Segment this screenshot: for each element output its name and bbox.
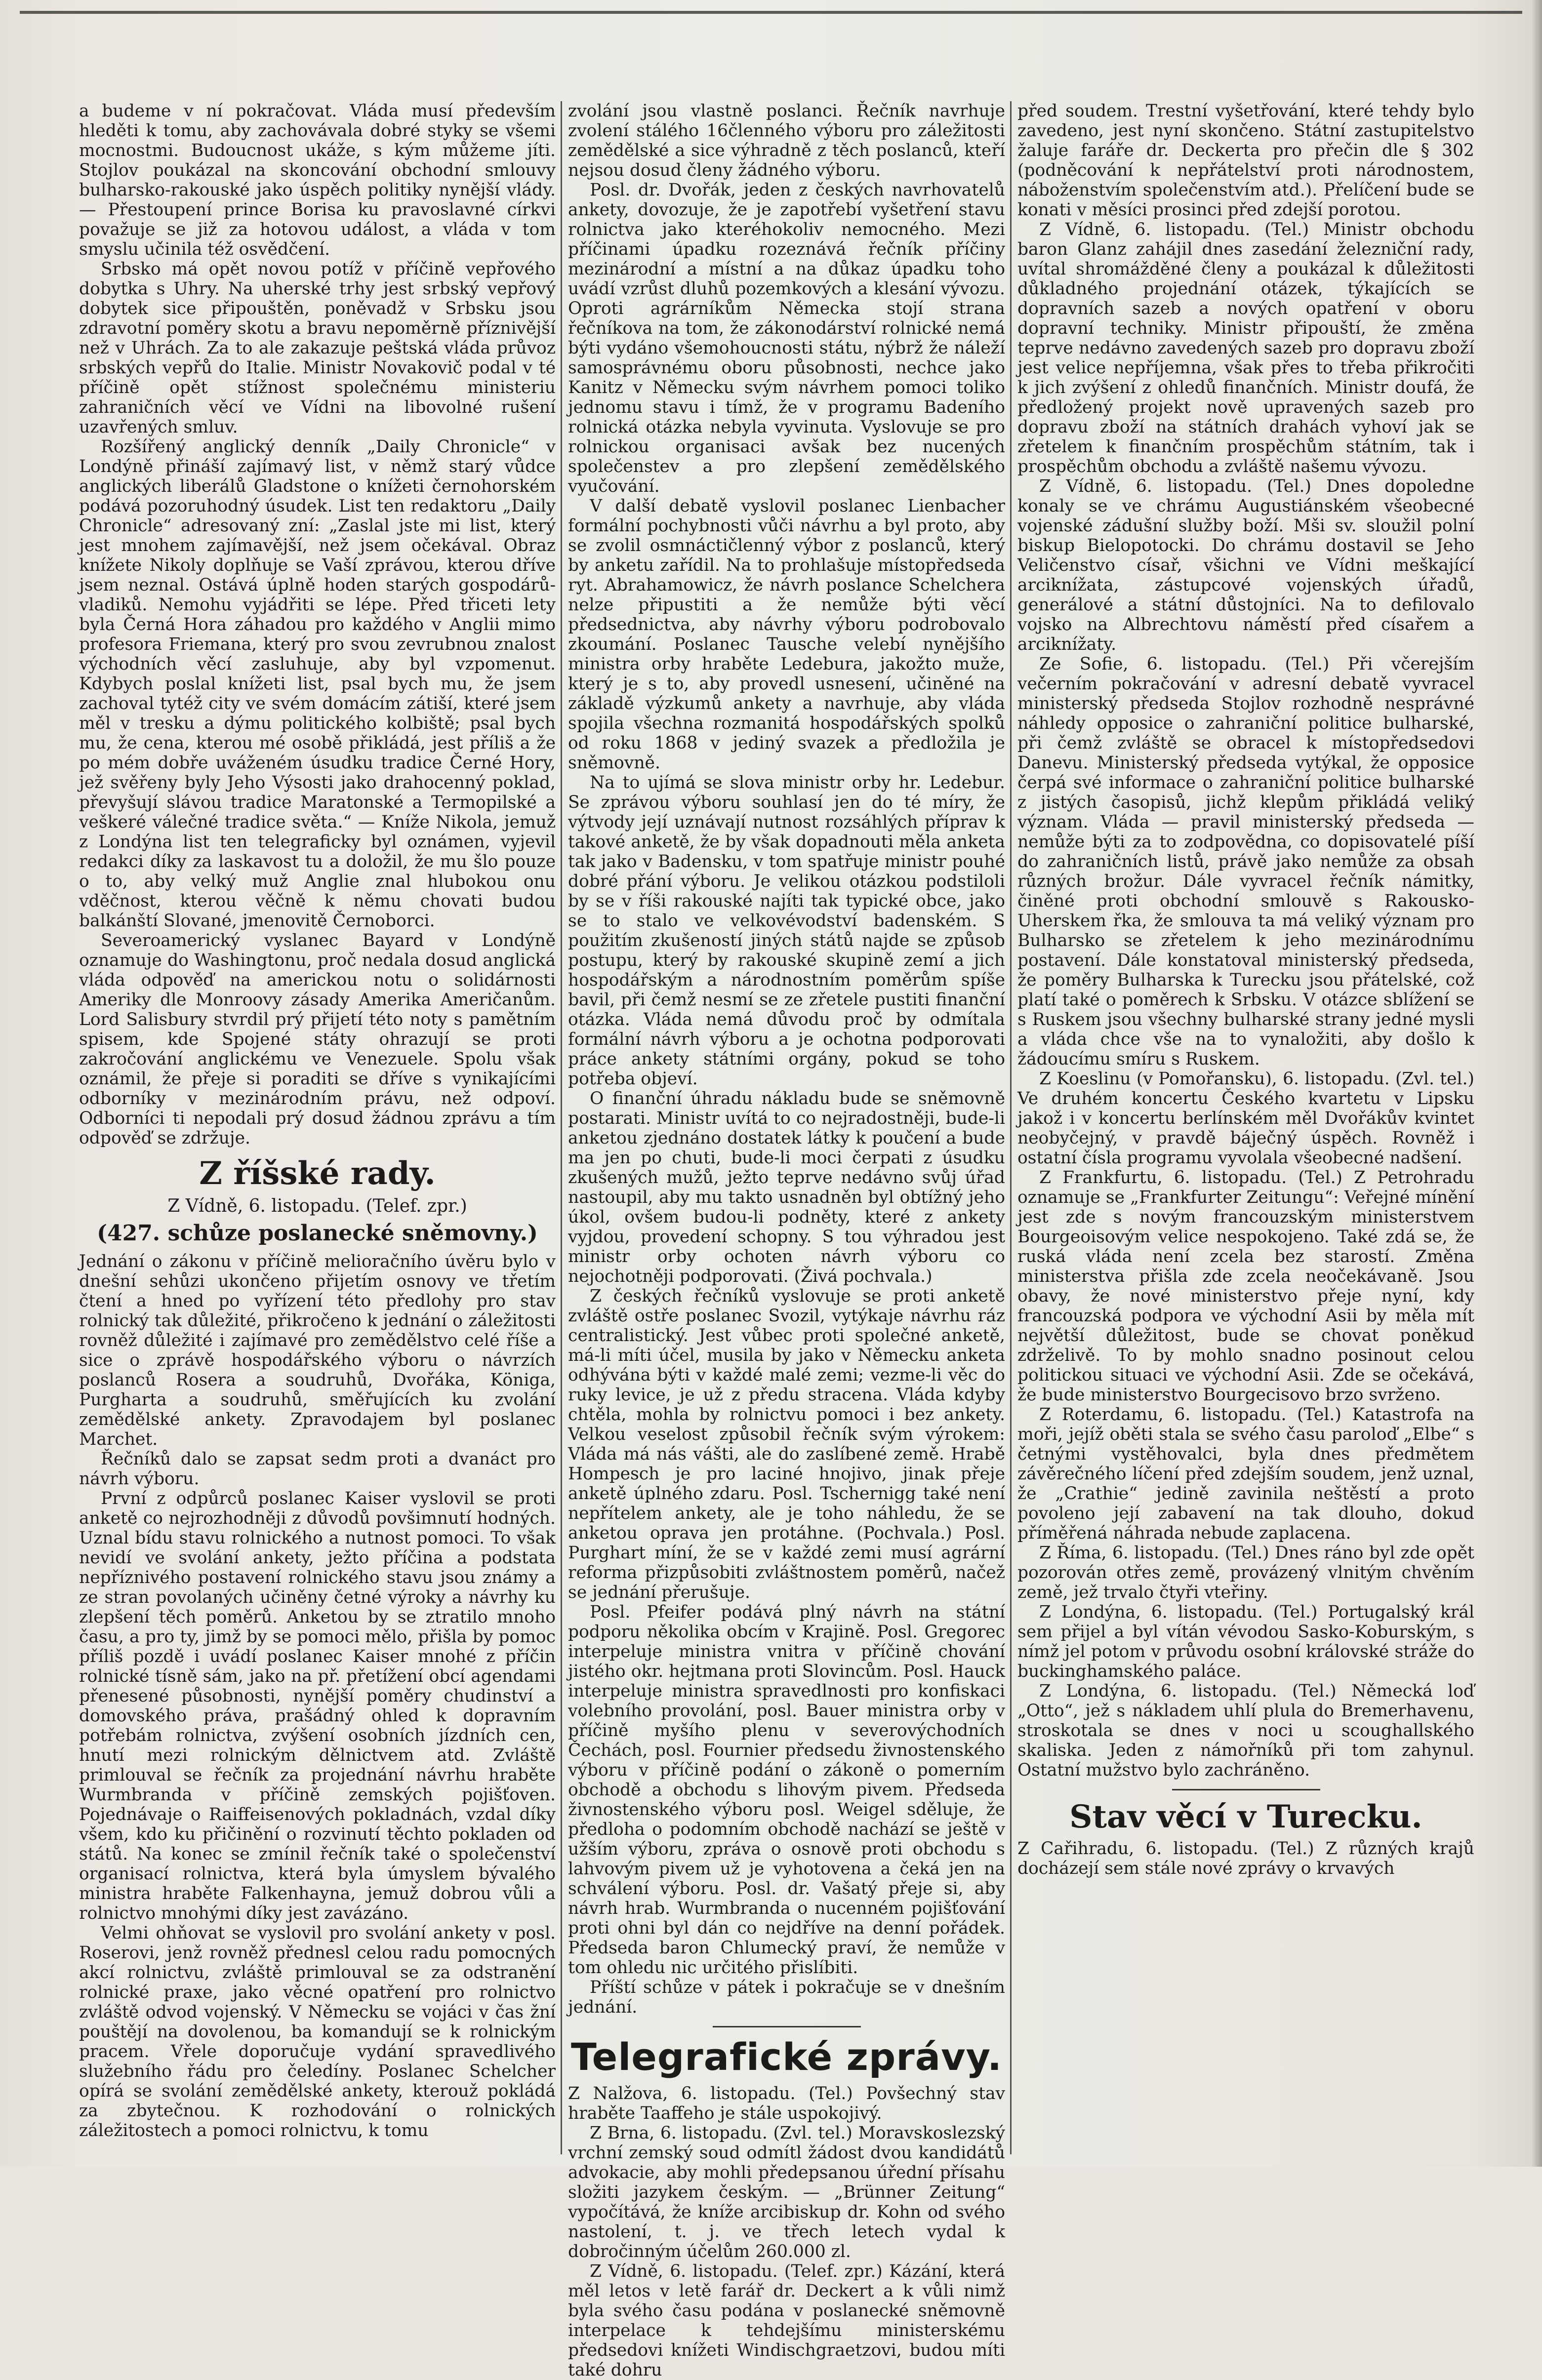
article-paragraph: Severoamerický vyslanec Bayard v Londýně oznamuje do Washingtonu, proč nedala dosud anglická vláda odpověď na americkou notu o solidárnosti Ameriky dle Monroovy zásady Amerika Američanům. Lord Salisbury stvrdil prý přijetí této noty s pamětním spisem, kde Spojené státy ohrazují se proti zakročování anglickému ve Venezuele. Spolu však oznámil, že přeje si poraditi se dříve s vynikajícími odborníky v mezinárodním právu, než odpoví. Odborníci ti nepodali prý dosud žádnou zprávu a tím odpověď se zdržuje. [79,931,556,1148]
news-item: Z Roterdamu, 6. listopadu. (Tel.) Katastrofa na moři, jejíž oběti stala se svého času paroloď „Elbe“ s četnými vystěhovalci, byla dnes předmětem závěrečného líčení před zdejším soudem, jenž uznal, že „Crathie“ jedině zavinila neštěstí a proto povoleno její zabavení na tak dlouho, dokud příměřená náhrada nebude zaplacena. [1017,1405,1474,1543]
article-paragraph: Jednání o zákonu v příčině melioračního úvěru bylo v dnešní sehůzi ukončeno přijetím osnovy ve třetím čtení a hned po vyřízení této předlohy pro stav rolnický tak důležité, přikročeno k jednání o záležitosti rovněž důležité i zajímavé pro zemědělstvo celé říše a sice o zprávě hospodářského výboru o návrzích poslanců Rosera a soudruhů, Dvořáka, Königa, Purgharta a soudruhů, směřujících ku zvolání zemědělské ankety. Zpravodajem byl poslanec Marchet. [79,1252,556,1449]
news-item: Z Vídně, 6. listopadu. (Tel.) Dnes dopoledne konaly se ve chrámu Augustiánském všeobecné vojenské zádušní služby boží. Mši sv. sloužil polní biskup Bielopotocki. Do chrámu dostavil se Jeho Veličenstvo císař, všichni ve Vídni meškající arciknížata, zástupcové vojenských úřadů, generálové a státní důstojníci. Na to defilovalo vojsko na Albrechtovu náměstí před císařem a arciknížaty. [1017,476,1474,654]
news-item: Z Londýna, 6. listopadu. (Tel.) Německá loď „Otto“, jež s nákladem uhlí plula do Bremerhavenu, stroskotala se dnes v noci u scoughallského skaliska. Jeden z námořníků při tom zahynul. Ostatní mužstvo bylo zachráněno. [1017,1681,1474,1780]
article-paragraph: zvolání jsou vlastně poslanci. Řečník navrhuje zvolení stálého 16členného výboru pro záležitosti zemědělské a sice výhradně z těch poslanců, kteří nejsou dosud členy žádného výboru. [568,101,1005,180]
section-divider [713,2026,861,2027]
dateline: Z Vídně, 6. listopadu. (Telef. zpr.) [167,1196,467,1216]
article-paragraph: Posl. Pfeifer podává plný návrh na státní podporu několika obcím v Krajině. Posl. Gregorec interpeluje ministra vnitra v příčině chování jistého okr. hejtmana proti Slovincům. Posl. Hauck interpeluje ministra spravedlnosti pro konfiskaci volebního provolání, posl. Bauer ministra orby v příčině myšího plenu v severovýchodních Čechách, posl. Fournier předsedu živnostenského výboru v příčině podání o zákoně o pomerním obchodě a obchodu s lihovým pivem. Předseda živnostenského výboru posl. Weigel sděluje, že předloha o podomním obchodě nachází se ještě v užším výboru, zpráva o osnově proti obchodu s lahvovým pivem už je vyhotovena a čeká jen na schválení výboru. Posl. dr. Vašatý přeje si, aby návrh hrab. Wurmbranda o nucenném pojišťování proti ohni byl dán co nejdříve na denní pořádek. Předseda baron Chlumecký praví, že nemůže v tom ohledu nic určitého přislíbiti. [568,1602,1005,1978]
news-item: před soudem. Trestní vyšetřování, které tehdy bylo zavedeno, jest nyní skončeno. Státní zastupitelstvo žaluje faráře dr. Deckerta pro přečin dle § 302 (podněcování k nepřátelství proti národnostem, náboženstvím společenstvím atd.). Přelíčení bude se konati v měsíci prosinci před zdejší porotou. [1017,101,1474,220]
section-heading-turecko: Stav věcí v Turecku. [1069,1798,1422,1835]
column-3 [1017,101,1474,2154]
article-paragraph: Řečníků dalo se zapsat sedm proti a dvanáct pro návrh výboru. [79,1449,556,1489]
section-heading-telegraficke: Telegrafické zprávy. [570,2035,1003,2079]
article-paragraph: První z odpůrců poslanec Kaiser vyslovil se proti anketě co nejrozhodněji z důvodů povšimnutí hodných. Uznal bídu stavu rolnického a nutnost pomoci. To však nevidí ve svolání ankety, ježto příčina a podstata nepříznivého postavení rolnického stavu jsou známy a ze stran povolaných učiněny četné výroky a návrhy ku zlepšení těch poměrů. Anketou by se ztratilo mnoho času, a pro ty, jimž by se pomoci mělo, přišla by pomoc příliš pozdě i uvádí poslanec Kaiser mnohé z příčin rolnické tísně sám, jako na př. přetížení obcí agendami přenesené působnosti, nynější poměry chudinství a domovského práva, prašádný ohled k dopravním potřebám rolnictva, zvýšení osobních jízdních cen, hnutí mezi rolnickým dělnictvem atd. Zvláště primlouval se řečník za projednání návrhu hraběte Wurmbranda v příčině zemských pojišťoven. Pojednávaje o Raiffeisenových pokladnách, vzdal díky všem, kdo ku přičinění o rozvinutí těchto pokladen od států. Na konec se zmínil řečník také o společenství organisací rolnictva, která byla úmyslem bývalého ministra hraběte Falkenhayna, jemuž dobrou vůli a rolnictvo mnohými díky jest zavázáno. [79,1489,556,1923]
column-1 [79,101,556,2154]
article-paragraph: Z českých řečníků vyslovuje se proti anketě zvláště ostře poslanec Svozil, vytýkaje návrhu ráz centralistický. Jest vůbec proti společné anketě, má-li míti účel, musila by jako v Německu anketa odhývána býti v každé malé zemi; vezme-li věc do ruky levice, je už z předu stracena. Vláda kdyby chtěla, mohla by rolnictvu pomoci i bez ankety. Velkou veselost způsobil řečník svým výrokem: Vláda má nás vášti, ale do zaslíbené země. Hrabě Hompesch je pro laciné hnojivo, jinak přeje anketě úplného zdaru. Posl. Tschernigg také není nepřítelem ankety, ale je toho náhledu, že se anketou oprava jen protáhne. (Pochvala.) Posl. Purghart míní, že se v každé zemi musí agrární reforma přizpůsobiti zvláštnostem poměrů, načež se jednání přerušuje. [568,1286,1005,1602]
article-paragraph: Rozšířený anglický denník „Daily Chronicle“ v Londýně přináší zajímavý list, v němž starý vůdce anglických liberálů Gladstone o knížeti černohorském podává pozoruhodný úsudek. List ten redaktoru „Daily Chronicle“ adresovaný zní: „Zaslal jste mi list, který jest mnohem zajímavější, než jsem očekával. Obraz knížete Nikoly doplňuje se Vaší zprávou, kterou dříve jsem neznal. Ostává úplně hoden starých gospodárů-vladiků. Nemohu vyjádřiti se lépe. Před třiceti lety byla Černá Hora záhadou pro každého v Anglii mimo profesora Friemana, který pro svou zevrubnou znalost východních věcí zasluhuje, aby byl vzpomenut. Kdybych poslal knížeti list, psal bych mu, že jsem zachoval tytéž city ve svém domácím zátiší, které jsem měl v tresku a dýmu politického kolbiště; psal bych mu, že cena, kterou mé osobě přikládá, jest příliš a že po mém dobře uváženém úsudku tradice Černé Hory, jež svěřeny byly Jeho Výsosti jako drahocenný poklad, převyšují slávou tradice Maratonské a Termopilské a veškeré válečné tradice světa.“ — Kníže Nikola, jemuž z Londýna list ten telegraficky byl oznámen, vyjevil redakci díky za laskavost tu a doložil, že mu šlo pouze o to, aby velký muž Anglie znal hlubokou onu vděčnost, kterou věčně k němu chovati budou balkánští Slované, jmenovitě Černoborci. [79,437,556,931]
top-border-rule [20,11,1522,14]
article-paragraph: a budeme v ní pokračovat. Vláda musí především hleděti k tomu, aby zachovávala dobré styky se všemi mocnostmi. Budoucnost ukáže, s kým můžeme jíti. Stojlov poukázal na skoncování obchodní smlouvy bulharsko-rakouské jako úspěch politiky nynější vlády. — Přestoupení prince Borisa ku pravoslavné církvi považuje se již za hotovou událost, a vláda v tom smyslu učinila též osvědčení. [79,101,556,259]
section-heading-riss: Z říšské rady. [199,1155,436,1192]
news-item: Z Frankfurtu, 6. listopadu. (Tel.) Z Petrohradu oznamuje se „Frankfurter Zeitungu“: Veřejné mínění jest zde s novým francouzským ministerstvem Bourgeoisovým velice nespokojeno. Také zdá se, že ruská vláda není zcela bez starostí. Změna ministerstva přišla zde zcela neočekávaně. Jsou obavy, že nové ministerstvo přeje nyní, kdy francouzská podpora ve východní Asii by měla mít největší důležitost, bude se chovat poněkud zdrželivě. To by mohlo snadno posinout celou politickou situaci ve východní Asii. Zde se očekává, že bude ministerstvo Bourgecisovo brzo svrženo. [1017,1168,1474,1405]
scan-shadow-edge [1531,0,1542,2167]
news-item: Z Cařihradu, 6. listopadu. (Tel.) Z různých krajů docházejí sem stále nové zprávy o krvavých [1017,1839,1474,1878]
session-subheading: (427. schůze poslanecké sněmovny.) [97,1221,538,1246]
article-paragraph: Posl. dr. Dvořák, jeden z českých navrhovatelů ankety, dovozuje, že je zapotřebí vyšetření stavu rolnictva jako kteréhokoliv nemocného. Mezi příčinami úpadku rozeznává řečník příčiny mezinárodní a místní a na důkaz úpadku toho uvádí vzrůst dluhů pozemkových a klesání vývozu. Oproti agrárníkům Německa stojí strana řečníkova na tom, že zákonodárství rolnické nemá býti vydáno všemohoucnosti státu, nýbrž že náleží samosprávnému oboru působnosti, nechce jako Kanitz v Německu svým návrhem pomoci toliko jednomu stavu i tímž, že v programu Badeního rolnická otázka nebyla vyvinuta. Vyslovuje se pro rolnickou organisaci avšak bez nucených společenstev a pro zlepšení zemědělského vyučování. [568,180,1005,496]
news-item: Z Vídně, 6. listopadu. (Telef. zpr.) Kázání, která měl letos v letě farář dr. Deckert a k vůli nimž byla svého času podána v poslanecké sněmovně interpelace k tehdejšímu ministerskému předsedovi knížeti Windischgraetzovi, budou míti také dohru [568,2261,1005,2380]
article-paragraph: V další debatě vyslovil poslanec Lienbacher formální pochybnosti vůči návrhu a byl proto, aby se zvolil osmnáctičlenný výbor z poslanců, který by anketu zařídil. Na to prohlašuje místopředseda ryt. Abrahamowicz, že návrh poslance Schelchera nelze připustiti a že nemůže býti věcí předsednictva, aby návrhy výboru podrobovalo zkoumání. Poslanec Tausche velebí nynějšího ministra orby hraběte Ledebura, jakožto muže, který je s to, aby provedl usnesení, učiněné na základě výzkumů ankety a navrhuje, aby vláda spojila všechna rozmanitá hospodářských spolků od roku 1868 v jediný svazek a předložila je sněmovně. [568,496,1005,773]
article-paragraph: Velmi ohňovat se vyslovil pro svolání ankety v posl. Roserovi, jenž rovněž přednesl celou radu pomocných akcí rolnictvu, zvláště primlouval se za odstranění rolnické praxe, jako věcné opatření pro rolnictvo zvláště odvod vojenský. V Německu se vojáci v čas žní pouštějí na dovolenou, ba komandují se k rolnickým pracem. Vřele doporučuje vydání spravedlivého služebního řádu pro čeledíny. Poslanec Schelcher opírá se svolání zemědělské ankety, kterouž pokládá za zbytečnou. K rozhodování o rolnických záležitostech a pomoci rolnictvu, k tomu [79,1923,556,2141]
news-item: Z Brna, 6. listopadu. (Zvl. tel.) Moravskoslezský vrchní zemský soud odmítl žádost dvou kandidátů advokacie, aby mohli předepsanou úřední přísahu složiti jazykem českým. — „Brünner Zeitung“ vypočítává, že kníže arcibiskup dr. Kohn od svého nastolení, t. j. ve třech letech vydal k dobročinným účelům 260.000 zl. [568,2123,1005,2261]
news-item: Z Koeslinu (v Pomořansku), 6. listopadu. (Zvl. tel.) Ve druhém koncertu Českého kvartetu v Lipsku jakož i v koncertu berlínském měl Dvořákův kvintet neobyčejný, v pravdě báječný úspěch. Rovněž i ostatní čísla programu vyvolala všeobecné nadšení. [1017,1069,1474,1168]
news-item: Ze Sofie, 6. listopadu. (Tel.) Při včerejším večerním pokračování v adresní debatě vyvracel ministerský předseda Stojlov rozhodně nesprávné náhledy opposice o zahraniční politice bulharské, při čemž zvláště se obracel k místopředsedovi Danevu. Ministerský předseda vytýkal, že opposice čerpá své informace o zahraniční politice bulharské z jistých časopisů, jichž klepům přikládá veliký význam. Vláda — pravil ministerský předseda — nemůže býti za to zodpovědna, co dopisovatelé píší do zahraničních listů, právě jako nemůže za obsah různých brožur. Dále vyvracel řečník námitky, činěné proti obchodní smlouvě s Rakousko-Uherskem řka, že smlouva ta má veliký význam pro Bulharsko se zřetelem k jeho mezinárodnímu postavení. Dále konstatoval ministerský předseda, že poměry Bulharska k Turecku jsou přátelské, což platí také o poměrech k Srbsku. V otázce sblížení se s Ruskem jsou všechny bulharské strany jedné mysli a vláda chce vše na to vynaložiti, aby došlo k žádoucímu smíru s Ruskem. [1017,654,1474,1069]
article-paragraph: Srbsko má opět novou potíž v příčině vepřového dobytka s Uhry. Na uherské trhy jest srbský vepřový dobytek sice připouštěn, poněvadž v Srbsku jsou zdravotní poměry skotu a bravu nepoměrně příznivější než v Uhrách. Za to ale zakazuje peštská vláda průvoz srbských vepřů do Italie. Ministr Novakovič podal v té příčině opět stížnost společnému ministeriu zahraničních věcí ve Vídni na libovolné rušení uzavřených smluv. [79,259,556,437]
article-paragraph: Na to ujímá se slova ministr orby hr. Ledebur. Se zprávou výboru souhlasí jen do té míry, že výtvody její uznávají nutnost rozsáhlých příprav k takové anketě, že by však dopadnouti měla anketa tak jako v Badensku, v tom spatřuje ministr pouhé dobré přání výboru. Je velikou otázkou podstiloli by se v říši rakouské najíti tak typické obce, jako se to stalo ve velkovévodství badenském. S použitím zkušeností jiných států najde se způsob postupu, který by rakouské skupině zemí a jich hospodářským a národnostním poměrům spíše bavil, při čemž nesmí se ze zřetele pustiti finanční otázka. Vláda nemá důvodu proč by odmítala formální návrh výboru a je ochotna podporovati práce ankety státními orgány, pokud se toho potřeba objeví. [568,773,1005,1089]
news-item: Z Vídně, 6. listopadu. (Tel.) Ministr obchodu baron Glanz zahájil dnes zasedání železniční rady, uvítal shromážděné členy a poukázal k důležitosti důkladného projednání otázek, týkajících se dopravních sazeb a nových opatření v oboru dopravní techniky. Ministr připouští, že změna teprve nedávno zavedených sazeb pro dopravu zboží jest velice nepříjemna, však přes to třeba přikročiti k jich zvýšení z ohledů finančních. Ministr doufá, že předložený projekt nově upravených sazeb pro dopravu zboží na státních drahách vyhoví jak se zřetelem k finančním prospěchům státním, tak i prospěchům obchodu a zvláště našemu vývozu. [1017,220,1474,476]
article-paragraph: O finanční úhradu nákladu bude se sněmovně postarati. Ministr uvítá to co nejradostněji, bude-li anketou zjednáno dostatek látky k poučení a bude ma jen po chuti, bude-li moci čerpati z úsudku zkušených mužů, ježto teprve nedávno svůj úřad nastoupil, aby mu takto usnadněn byl obtížný jeho úkol, ovšem budou-li podněty, které z ankety vyjdou, provedení schopny. S tou výhradou jest ministr orby ochoten návrh výboru co nejochotněji podporovati. (Živá pochvala.) [568,1089,1005,1286]
column-divider-2 [1010,101,1012,2154]
news-item: Z Říma, 6. listopadu. (Tel.) Dnes ráno byl zde opět pozorován otřes země, provázený vlnitým chvěním země, jež trvalo čtyři vteřiny. [1017,1543,1474,1602]
news-item: Z Nalžova, 6. listopadu. (Tel.) Povšechný stav hraběte Taaffeho je stále uspokojivý. [568,2084,1005,2123]
section-divider [1172,1789,1320,1790]
news-item: Z Londýna, 6. listopadu. (Tel.) Portugalský král sem přijel a byl vítán vévodou Sasko-Koburským, s nímž jel potom v průvodu osobní královské stráže do buckinghamského paláce. [1017,1602,1474,1681]
column-divider-1 [561,101,562,2154]
column-2 [568,101,1005,2380]
article-paragraph: Příští schůze v pátek i pokračuje se v dnešním jednání. [568,1978,1005,2017]
